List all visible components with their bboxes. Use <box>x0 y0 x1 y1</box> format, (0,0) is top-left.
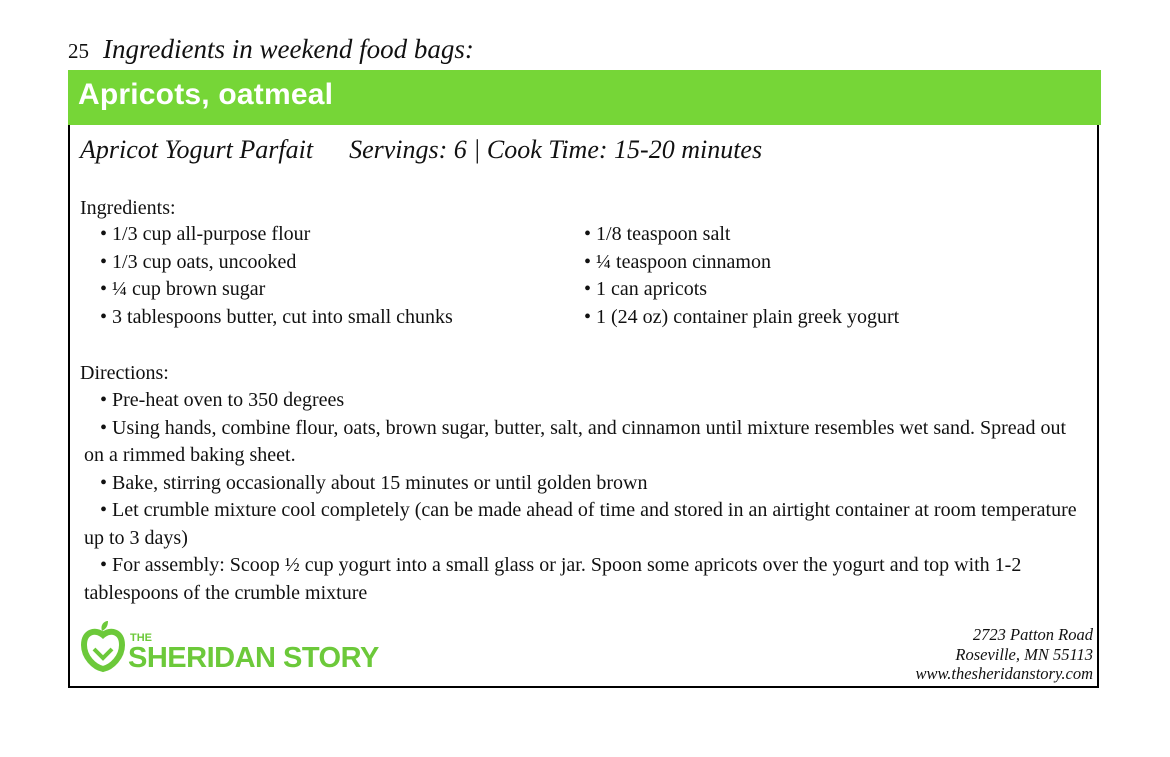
address-line2: Roseville, MN 55113 <box>955 644 1093 664</box>
ingredients-right-column <box>584 221 899 331</box>
direction-step: • Pre-heat oven to 350 degrees <box>84 387 1084 415</box>
recipe-meta: Servings: 6 | Cook Time: 15-20 minutes <box>349 135 763 164</box>
recipe-name: Apricot Yogurt Parfait <box>80 135 314 164</box>
ingredient-item: • ¼ cup brown sugar <box>100 276 453 304</box>
banner <box>68 70 1101 125</box>
apple-heart-icon <box>80 621 126 673</box>
address-line1: 2723 Patton Road <box>972 625 1093 644</box>
page-number: 25 <box>68 39 89 63</box>
ingredient-item: • 1/3 cup all-purpose flour <box>100 221 453 249</box>
page-heading: Ingredients in weekend food bags: <box>103 34 474 64</box>
ingredients-left-column <box>100 221 453 331</box>
directions-label: Directions: <box>80 362 169 384</box>
directions-list <box>84 387 1084 607</box>
banner-title: Apricots, oatmeal <box>78 78 334 111</box>
address-block <box>915 625 1093 684</box>
logo-the: THE <box>130 632 152 644</box>
ingredient-item: • ¼ teaspoon cinnamon <box>584 249 899 277</box>
ingredients-label: Ingredients: <box>80 197 176 219</box>
direction-step: • Using hands, combine flour, oats, brown sugar, butter, salt, and cinnamon until mixture resembles wet sand. Spread out on a rimmed baking sheet. <box>84 415 1084 470</box>
ingredient-item: • 1/3 cup oats, uncooked <box>100 249 453 277</box>
direction-step: • Let crumble mixture cool completely (can be made ahead of time and stored in an airtight container at room temperature up to 3 days) <box>84 497 1084 552</box>
recipe-card <box>68 125 1099 688</box>
ingredient-item: • 1 (24 oz) container plain greek yogurt <box>584 304 899 332</box>
logo-name: SHERIDAN STORY <box>128 642 379 674</box>
ingredient-item: • 1 can apricots <box>584 276 899 304</box>
website-link[interactable]: www.thesheridanstory.com <box>915 664 1093 683</box>
sheridan-story-logo <box>80 621 379 673</box>
direction-step: • For assembly: Scoop ½ cup yogurt into a small glass or jar. Spoon some apricots over the yogurt and top with 1-2 tablespoons of the crumble mixture <box>84 552 1084 607</box>
recipe-title-line <box>80 135 762 165</box>
direction-step: • Bake, stirring occasionally about 15 minutes or until golden brown <box>84 470 1084 498</box>
page-header <box>68 34 474 70</box>
ingredient-item: • 3 tablespoons butter, cut into small chunks <box>100 304 453 332</box>
ingredient-item: • 1/8 teaspoon salt <box>584 221 899 249</box>
logo-wordmark <box>128 633 379 673</box>
